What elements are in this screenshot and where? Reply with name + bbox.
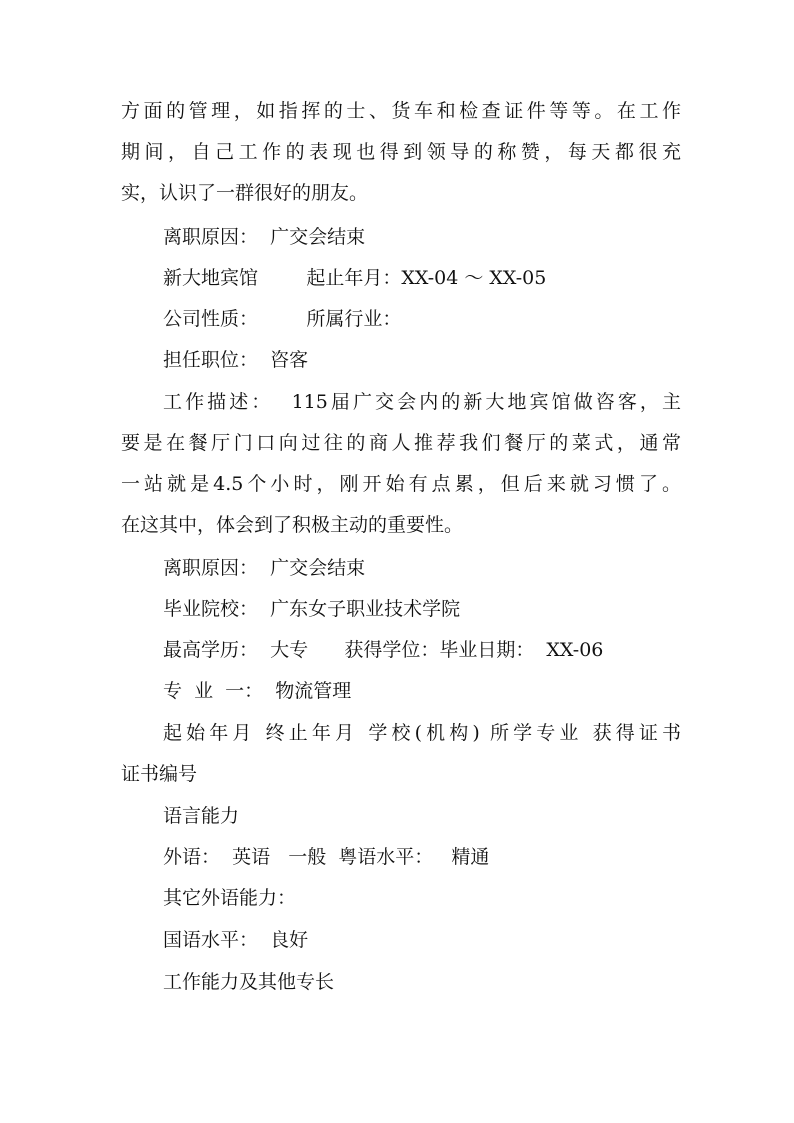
paragraph-line: 实，认识了一群很好的朋友。 — [121, 182, 369, 204]
position-line: 担任职位： 咨客 — [163, 349, 309, 371]
paragraph-line: 要是在餐厅门口向过往的商人推荐我们餐厅的菜式，通常 — [121, 432, 681, 454]
other-language-line: 其它外语能力： — [163, 887, 297, 909]
company-industry-line: 公司性质： 所属行业： — [163, 308, 402, 330]
skills-heading: 工作能力及其他专长 — [163, 971, 335, 993]
resignation-reason-line: 离职原因： 广交会结束 — [163, 226, 366, 248]
education-table-header-line: 证书编号 — [121, 763, 198, 785]
paragraph-line: 在这其中，体会到了积极主动的重要性。 — [121, 514, 464, 536]
mandarin-level-line: 国语水平： 良好 — [163, 929, 309, 951]
education-table-header-line: 起始年月 终止年月 学校(机构) 所学专业 获得证书 — [163, 722, 681, 744]
graduation-school-line: 毕业院校： 广东女子职业技术学院 — [163, 598, 461, 620]
language-ability-heading: 语言能力 — [163, 805, 240, 827]
employer-period-line: 新大地宾馆 起止年月：XX-04 ～ XX-05 — [163, 267, 547, 289]
resignation-reason-line: 离职原因： 广交会结束 — [163, 557, 366, 579]
paragraph-line: 期间，自己工作的表现也得到领导的称赞，每天都很充 — [121, 141, 681, 163]
paragraph-line: 一站就是4.5个小时，刚开始有点累，但后来就习惯了。 — [121, 473, 681, 495]
education-line: 最高学历： 大专 获得学位：毕业日期： XX-06 — [163, 639, 604, 661]
foreign-language-line: 外语： 英语 一般 粤语水平： 精通 — [163, 846, 490, 868]
major-line: 专 业 一： 物流管理 — [163, 680, 352, 702]
job-description-line: 工作描述： 115届广交会内的新大地宾馆做咨客，主 — [163, 391, 681, 413]
paragraph-line: 方面的管理，如指挥的士、货车和检查证件等等。在工作 — [121, 100, 681, 122]
